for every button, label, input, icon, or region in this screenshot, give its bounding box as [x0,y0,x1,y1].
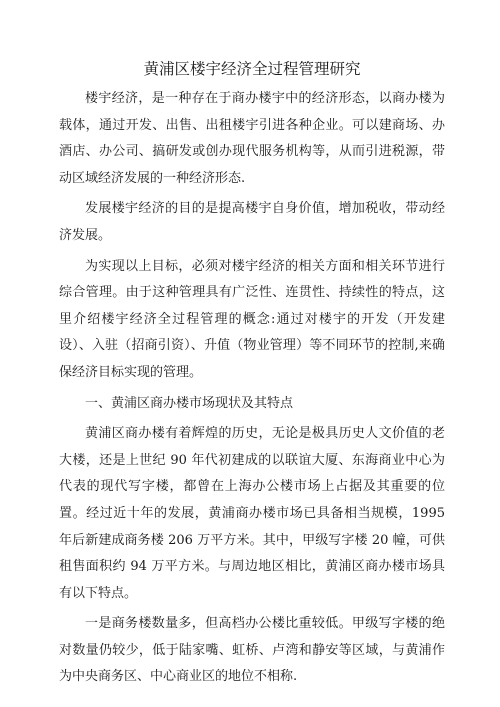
paragraph-history: 黄浦区商办楼有着辉煌的历史，无论是极具历史人文价值的老大楼，还是上世纪 90 年代初建成的以联谊大厦、东海商业中心为代表的现代写字楼，都曾在上海办公楼市场上占据及其重要的位置。经过近十年的发展，黄浦商办楼市场已具备相当规模，1995 年后新建成商务楼 206 万平方米。其中，甲级写字楼 20 幢，可供租售面积约 94 万平方米。与周边地区相比，黄浦区商办楼市场具有以下特点。 [59,426,445,601]
paragraph-management: 为实现以上目标，必须对楼宇经济的相关方面和相关环节进行综合管理。由于这种管理具有广泛性、连贯性、持续性的特点，这里介绍楼宇经济全过程管理的概念:通过对楼宇的开发（开发建设）、入驻（招商引资）、升值（物业管理）等不同环节的控制,来确保经济目标实现的管理。 [59,258,445,380]
paragraph-purpose: 发展楼宇经济的目的是提高楼宇自身价值，增加税收，带动经济发展。 [59,201,445,243]
document-page [59,58,445,695]
section-heading: 一、黄浦区商办楼市场现状及其特点 [85,395,294,411]
paragraph-feature-one: 一是商务楼数量多，但高档办公楼比重较低。甲级写字楼的绝对数量仍较少，低于陆家嘴、虹桥、卢湾和静安等区域，与黄浦作为中央商务区、中心商业区的地位不相称. [59,616,445,685]
paragraph-definition: 楼宇经济，是一种存在于商办楼宇中的经济形态，以商办楼为载体，通过开发、出售、出租楼宇引进各种企业。可以建商场、办酒店、办公司、搞研发或创办现代服务机构等，从而引进税源，带动区域经济发展的一种经济形态. [59,91,445,186]
document-title: 黄浦区楼宇经济全过程管理研究 [143,60,361,78]
